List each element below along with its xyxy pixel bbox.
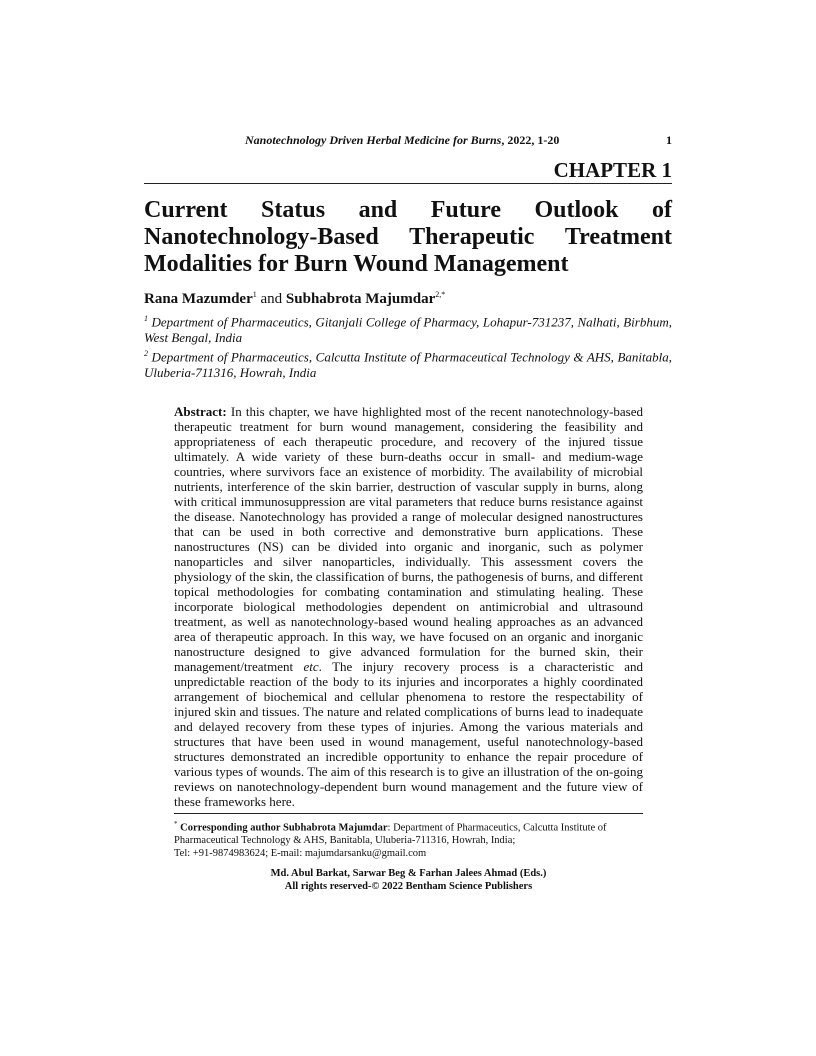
affiliation (144, 346, 672, 381)
footnote-contact: Tel: +91-9874983624; E-mail: majumdarsanku@gmail.com (174, 847, 427, 859)
affiliation-text: Department of Pharmaceutics, Gitanjali College of Pharmacy, Lohapur-731237, Nalhati, Birbhum, West Bengal, India (144, 314, 672, 346)
affiliation-text: Department of Pharmaceutics, Calcutta Institute of Pharmaceutical Technology & AHS, Banitabla, Uluberia-711316, Howrah, India (144, 349, 672, 381)
chapter-label: CHAPTER 1 (553, 158, 672, 182)
corresponding-author-footnote (174, 818, 643, 860)
copyright-line: All rights reserved-© 2022 Bentham Science Publishers (284, 881, 533, 892)
author-name: Rana Mazumder (144, 291, 253, 307)
abstract-etc: etc (303, 659, 319, 674)
abstract (174, 404, 643, 809)
footnote-rule (174, 813, 643, 814)
affiliation (144, 311, 672, 346)
author-affiliation-marker: 1 (252, 290, 257, 299)
author-line (144, 290, 445, 308)
author-conjunction: and (256, 291, 286, 307)
chapter-title: Current Status and Future Outlook of Nanotechnology-Based Therapeutic Treatment Modalities for Burn Wound Management (144, 197, 672, 277)
abstract-text: In this chapter, we have highlighted most of the recent nanotechnology-based therapeutic treatment for burn wound management, considering the feasibility and appropriateness of each therapeutic procedure, and recovery of the injured tissue ultimately. A wide variety of these burn-deaths occur in small- and medium-wage countries, where survivors face an existence of morbidity. The availability of microbial nutrients, interference of the skin barrier, destruction of vascular supply in burns, along with critical immunosuppression are vital parameters that reduce burns resistance against the disease. Nanotechnology has provided a range of molecular designed nanostructures that can be used in both corrective and demonstrative burn applications. These nanostructures (NS) can be divided into organic and inorganic, such as polymer nanoparticles and silver nanoparticles, individually. This assessment covers the physiology of the skin, the classification of burns, the pathogenesis of burns, and different topical methodologies for combating contamination and stimulating healing. These incorporate biological methodologies dependent on antimicrobial and ultrasound treatment, as well as nanotechnology-based wound healing approaches as an advanced area of therapeutic approach. In this way, we have focused on an organic and inorganic nanostructure designed to give advanced formulation for the burned skin, their management/treatment (174, 404, 643, 674)
author-affiliation-marker: 2,* (435, 290, 446, 299)
page-number: 1 (666, 133, 672, 147)
abstract-text: . The injury recovery process is a characteristic and unpredictable reaction of the body to its injuries and incorporates a highly coordinated arrangement of biochemical and cellular phenomena to restore the respectability of injured skin and tissues. The nature and related complications of burns lead to inadequate and delayed recovery from these types of injuries. Among the various materials and structures that have been used in wound management, useful nanotechnology-based structures demonstrated an incredible opportunity to enhance the repair procedure of various types of wounds. The aim of this research is to give an illustration of the on-going reviews on nanotechnology-dependent burn wound management and the future view of these frameworks here. (174, 659, 643, 809)
footnote-text: : Department of Pharmaceutics, Calcutta Institute of Pharmaceutical Technology & AHS, Banitabla, Uluberia-711316, Howrah, India; (174, 822, 607, 846)
header-rule (144, 183, 672, 184)
footnote-label: Corresponding author Subhabrota Majumdar (177, 822, 388, 834)
author-name: Subhabrota Majumdar (285, 291, 436, 307)
abstract-label: Abstract: (174, 404, 227, 419)
affiliation-marker: 2 (144, 349, 148, 358)
editors-line: Md. Abul Barkat, Sarwar Beg & Farhan Jalees Ahmad (Eds.) (270, 868, 547, 879)
running-head-title: Nanotechnology Driven Herbal Medicine for Burns, 2022, 1-20 (245, 133, 560, 147)
footnote-marker: * (174, 820, 178, 828)
editors-block (174, 867, 643, 893)
affiliation-marker: 1 (144, 314, 148, 323)
